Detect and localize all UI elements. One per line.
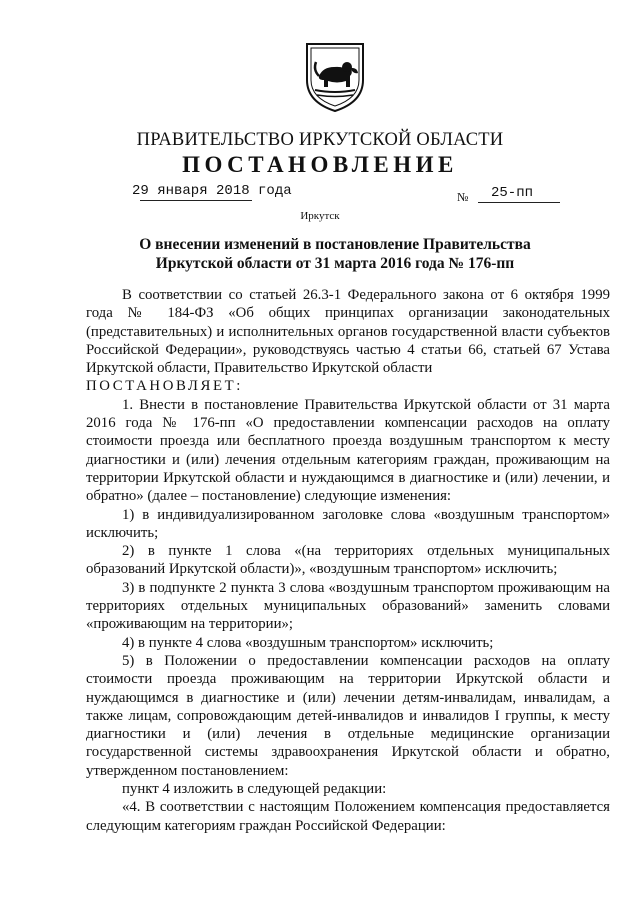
- document-body: [86, 286, 610, 835]
- preamble-paragraph: В соответствии со статьей 26.3-1 Федерального закона от 6 октября 1999 года № 184-ФЗ «Об общих принципах организации законодательных (представительных) и исполнительных органов государственной власти субъектов Российской Федерации», руководствуясь частью 4 статьи 66, статьей 67 Устава Иркутской области, Правительство Иркутской области: [86, 287, 610, 377]
- subitem-4-paragraph: 4) в пункте 4 слова «воздушным транспортом» исключить;: [122, 634, 494, 651]
- title-line-1: О внесении изменений в постановление Правительства: [139, 236, 531, 253]
- irkutsk-coat-of-arms-icon: [303, 40, 367, 114]
- point-4-intro: пункт 4 изложить в следующей редакции:: [122, 781, 387, 798]
- point-4-text: «4. В соответствии с настоящим Положением компенсация предоставляется следующим категориям граждан Российской Федерации:: [86, 799, 610, 834]
- document-date: 29 января 2018 года: [132, 183, 292, 199]
- date-underline: [140, 200, 252, 201]
- subitem-3-paragraph: 3) в подпункте 2 пункта 3 слова «воздушным транспортом проживающим на территориях отдельных муниципальных образований» заменить словами «проживающим на территории»;: [86, 579, 610, 633]
- government-name: ПРАВИТЕЛЬСТВО ИРКУТСКОЙ ОБЛАСТИ: [136, 130, 504, 150]
- subitem-2-paragraph: 2) в пункте 1 слова «(на территориях отдельных муниципальных образований Иркутской области)», «воздушным транспортом» исключить;: [86, 543, 610, 578]
- document-type-heading: ПОСТАНОВЛЕНИЕ: [182, 152, 458, 177]
- document-number: 25-пп: [491, 185, 534, 201]
- decree-word: ПОСТАНОВЛЯЕТ:: [86, 378, 243, 395]
- subitem-5-paragraph: 5) в Положении о предоставлении компенсации расходов на оплату стоимости проезда проживающим на территории Иркутской области и нуждающимся в диагностике и (или) лечении детям-инвалидам, инвалидам, а также лицам, сопровождающим детей-инвалидов и инвалидов I группы, к месту диагностики и (или) лечения в отдельные медицинские организации государственной системы здравоохранения Иркутской области и обратно, утвержденном постановлением:: [86, 652, 610, 779]
- city-name: Иркутск: [300, 210, 340, 222]
- item-1-paragraph: 1. Внести в постановление Правительства Иркутской области от 31 марта 2016 года № 176-пп «О предоставлении компенсации расходов на оплату стоимости проезда или бесплатного проезда воздушным транспортом к месту диагностики и (или) лечения отдельным категориям граждан, проживающим на территории Иркутской области и нуждающимся в диагностике и (или) лечении, и обратно» (далее – постановление) следующие изменения:: [86, 396, 610, 505]
- subitem-1-paragraph: 1) в индивидуализированном заголовке слова «воздушным транспортом» исключить;: [86, 506, 610, 541]
- title-line-2: Иркутской области от 31 марта 2016 года № 176-пп: [155, 255, 515, 272]
- number-sign: №: [457, 190, 469, 204]
- document-title: [100, 235, 570, 273]
- number-underline: [478, 202, 560, 203]
